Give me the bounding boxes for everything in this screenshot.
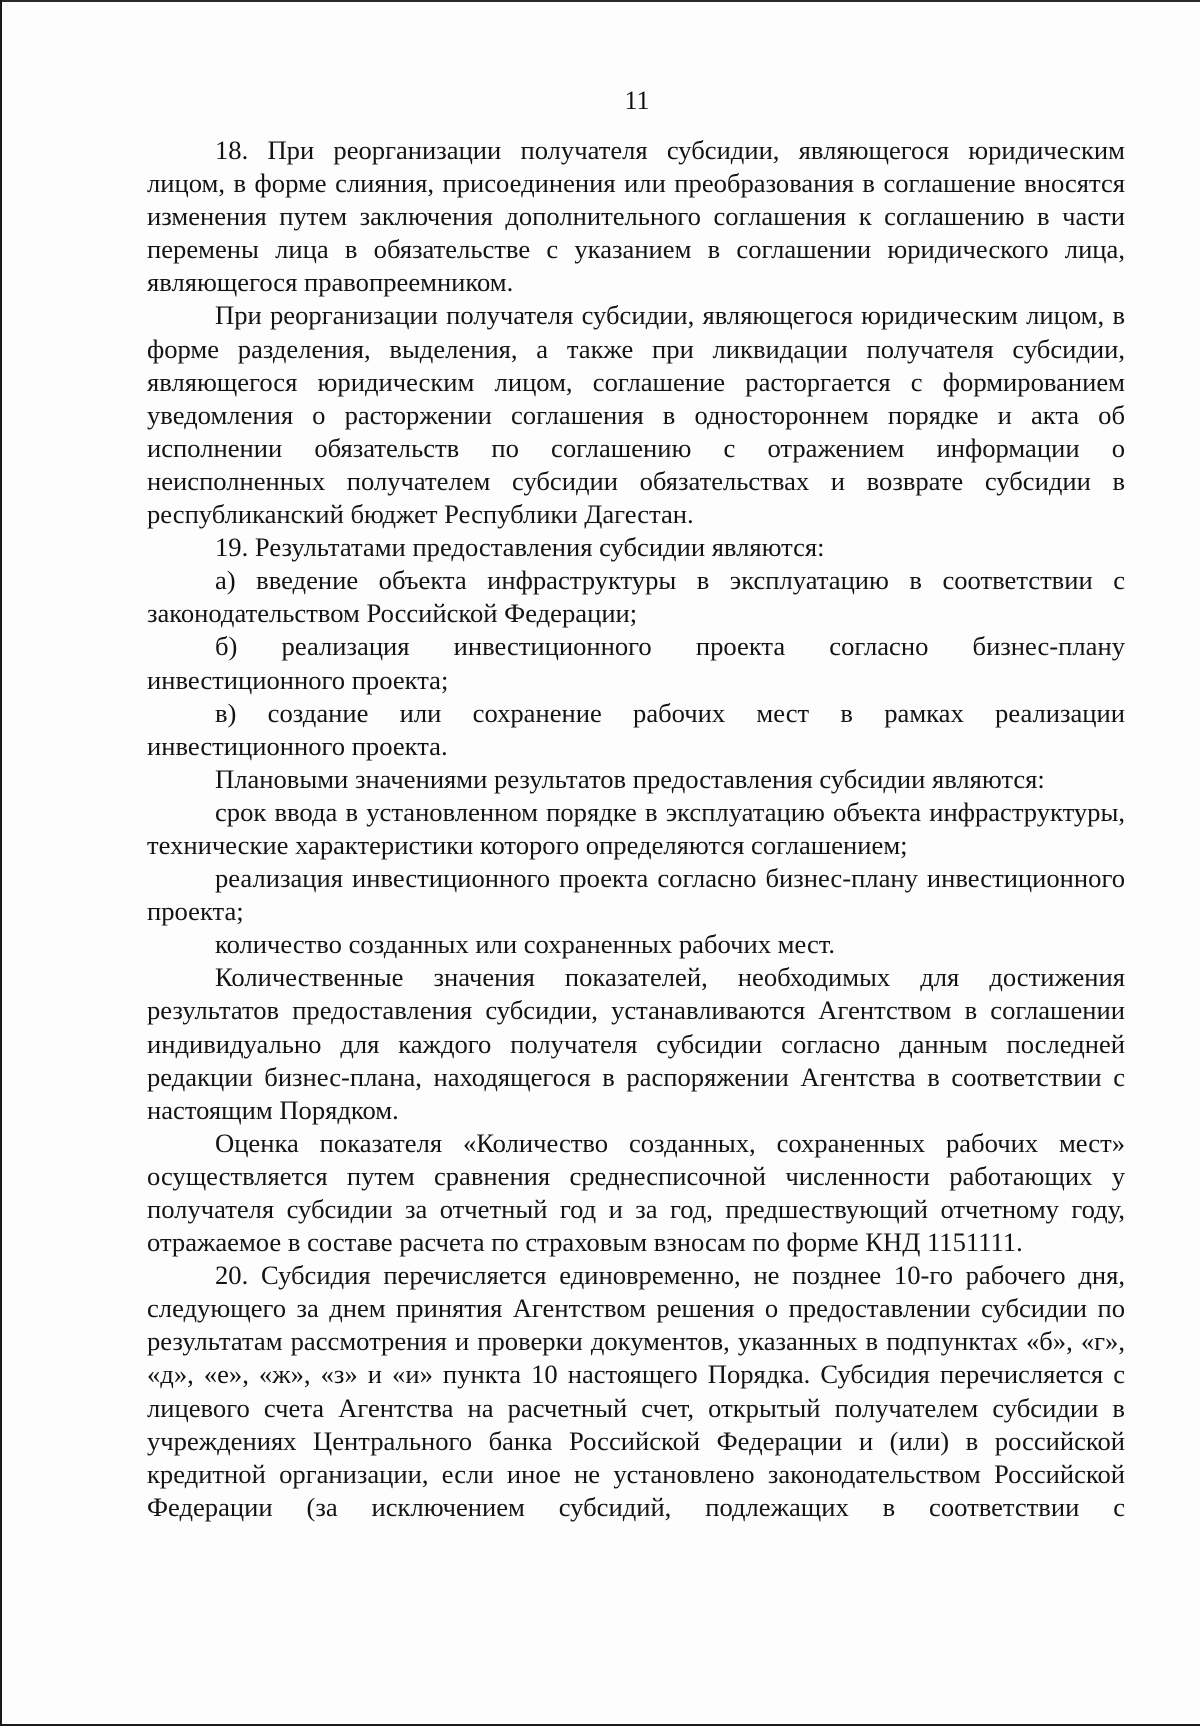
- list-item-a: а) введение объекта инфраструктуры в эксплуатацию в соответствии с законодательством Российской Федерации;: [147, 565, 1125, 629]
- paragraph-reorganization-split: При реорганизации получателя субсидии, являющегося юридическим лицом, в форме разделения, выделения, а также при ликвидации получателя субсидии, являющегося юридическим лицом, соглашение расторгается с формированием уведомления о расторжении соглашения в одностороннем порядке и акта об исполнении обязательств по соглашению с отражением информации о неисполненных получателем субсидии обязательствах и возврате субсидии в республиканский бюджет Республики Дагестан.: [147, 300, 1125, 530]
- paragraph-jobs-assessment: Оценка показателя «Количество созданных, сохраненных рабочих мест» осуществляется путем сравнения среднесписочной численности работающих у получателя субсидии за отчетный год и за год, предшествующий отчетному году, отражаемое в составе расчета по страховым взносам по форме КНД 1151111.: [147, 1127, 1125, 1258]
- planned-value-jobs: количество созданных или сохраненных рабочих мест.: [215, 929, 836, 960]
- scan-edge: [2, 0, 1200, 2]
- paragraph-19: 19. Результатами предоставления субсидии являются:: [215, 532, 825, 563]
- planned-value-project: реализация инвестиционного проекта согласно бизнес-плану инвестиционного проекта;: [147, 863, 1125, 927]
- paragraph-quantitative-values: Количественные значения показателей, необходимых для достижения результатов предоставления субсидии, устанавливаются Агентством в соглашении индивидуально для каждого получателя субсидии согласно данным последней редакции бизнес-плана, находящегося в распоряжении Агентства в соответствии с настоящим Порядком.: [147, 962, 1125, 1125]
- page-number: 11: [624, 86, 650, 115]
- planned-value-commissioning: срок ввода в установленном порядке в эксплуатацию объекта инфраструктуры, технические характеристики которого определяются соглашением;: [147, 796, 1125, 860]
- list-item-b: б) реализация инвестиционного проекта согласно бизнес-плану инвестиционного проекта;: [147, 631, 1125, 695]
- list-item-v: в) создание или сохранение рабочих мест в рамках реализации инвестиционного проекта.: [147, 697, 1125, 761]
- paragraph-18: 18. При реорганизации получателя субсидии, являющегося юридическим лицом, в форме слияния, присоединения или преобразования в соглашение вносятся изменения путем заключения дополнительного соглашения к соглашению в части перемены лица в обязательстве с указанием в соглашении юридического лица, являющегося правопреемником.: [147, 135, 1125, 298]
- paragraph-20: 20. Субсидия перечисляется единовременно, не позднее 10-го рабочего дня, следующего за днем принятия Агентством решения о предоставлении субсидии по результатам рассмотрения и проверки документов, указанных в подпунктах «б», «г», «д», «е», «ж», «з» и «и» пункта 10 настоящего Порядка. Субсидия перечисляется с лицевого счета Агентства на расчетный счет, открытый получателем субсидии в учреждениях Центрального банка Российской Федерации и (или) в российской кредитной организации, если иное не установлено законодательством Российской Федерации (за исключением субсидий, подлежащих в соответствии с: [147, 1260, 1125, 1522]
- paragraph-planned-values: Плановыми значениями результатов предоставления субсидии являются:: [215, 763, 1045, 794]
- document-body: [147, 134, 1125, 1524]
